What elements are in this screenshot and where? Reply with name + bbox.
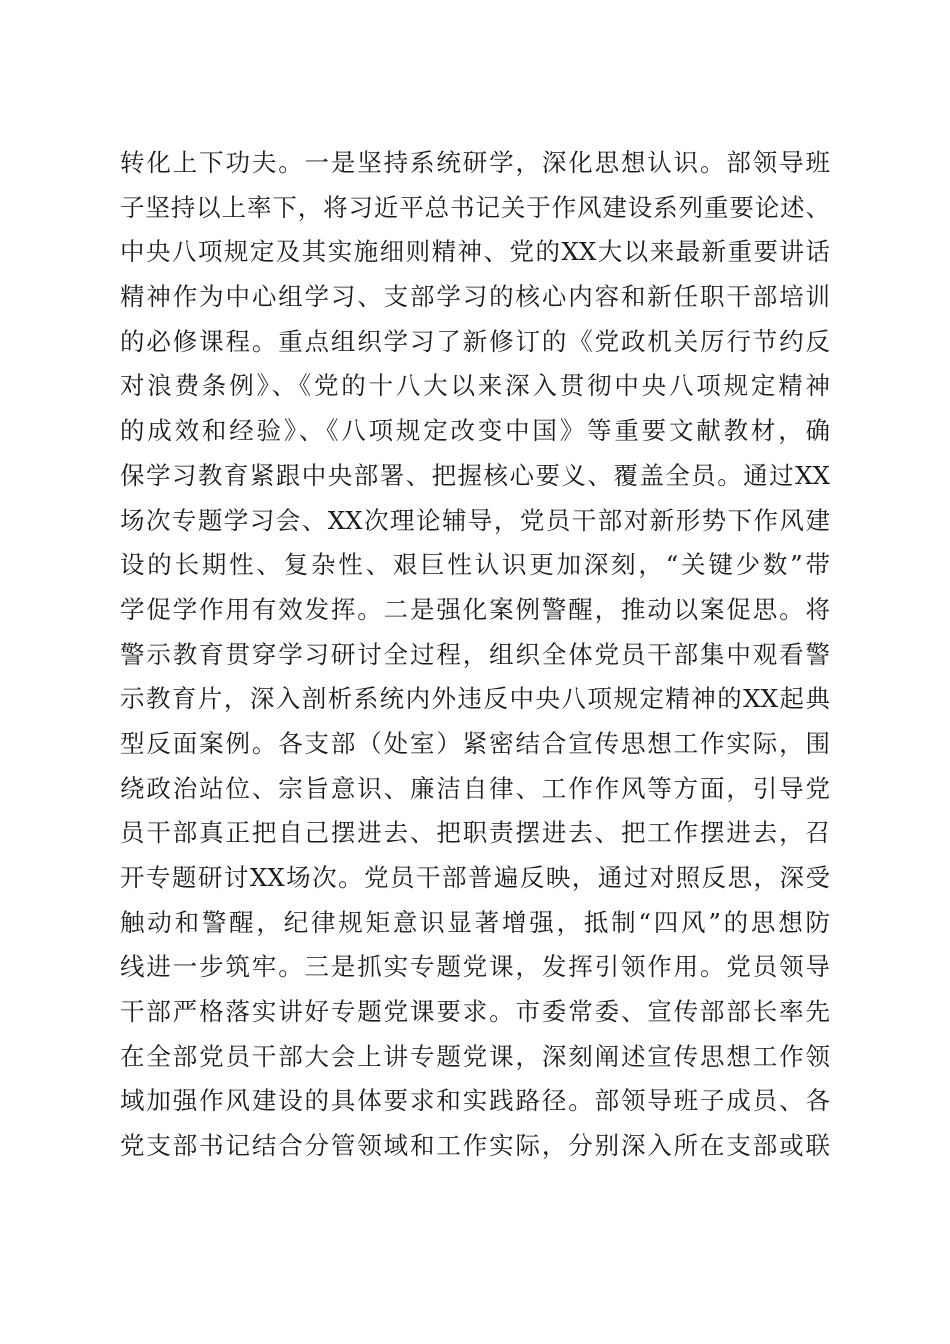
text-line: 绕政治站位、宗旨意识、廉洁自律、工作作风等方面，引导党	[120, 773, 830, 803]
text-line: 员干部真正把自己摆进去、把职责摆进去、把工作摆进去，召	[120, 818, 830, 848]
text-line: 对浪费条例》、《党的十八大以来深入贯彻中央八项规定精神	[120, 371, 830, 401]
text-line: 场次专题学习会、XX次理论辅导，党员干部对新形势下作风建	[120, 505, 830, 535]
text-line: 精神作为中心组学习、支部学习的核心内容和新任职干部培训	[120, 282, 830, 312]
text-line: 开专题研讨XX场次。党员干部普遍反映，通过对照反思，深受	[120, 863, 830, 892]
text-line: 的必修课程。重点组织学习了新修订的《党政机关厉行节约反	[120, 326, 830, 356]
text-line: 型反面案例。各支部（处室）紧密结合宣传思想工作实际，围	[120, 728, 830, 758]
text-line: 党支部书记结合分管领域和工作实际，分别深入所在支部或联	[120, 1131, 830, 1161]
text-line: 设的长期性、复杂性、艰巨性认识更加深刻，“关键少数”带	[120, 550, 830, 580]
text-line: 中央八项规定及其实施细则精神、党的XX大以来最新重要讲话	[120, 237, 830, 267]
text-line: 域加强作风建设的具体要求和实践路径。部领导班子成员、各	[120, 1086, 830, 1116]
text-line: 在全部党员干部大会上讲专题党课，深刻阐述宣传思想工作领	[120, 1041, 830, 1071]
text-line: 转化上下功夫。一是坚持系统研学，深化思想认识。部领导班	[120, 148, 830, 177]
body-paragraph	[120, 141, 830, 1169]
text-line: 线进一步筑牢。三是抓实专题党课，发挥引领作用。党员领导	[120, 952, 830, 982]
text-line: 的成效和经验》、《八项规定改变中国》等重要文献教材，确	[120, 416, 830, 446]
text-line: 触动和警醒，纪律规矩意识显著增强，抵制“四风”的思想防	[120, 907, 830, 937]
text-line: 学促学作用有效发挥。二是强化案例警醒，推动以案促思。将	[120, 594, 830, 624]
text-line: 警示教育贯穿学习研讨全过程，组织全体党员干部集中观看警	[120, 639, 830, 669]
text-line: 子坚持以上率下，将习近平总书记关于作风建设系列重要论述、	[120, 192, 830, 222]
text-line: 干部严格落实讲好专题党课要求。市委常委、宣传部部长率先	[120, 997, 830, 1027]
text-line: 示教育片，深入剖析系统内外违反中央八项规定精神的XX起典	[120, 684, 830, 714]
text-line: 保学习教育紧跟中央部署、把握核心要义、覆盖全员。通过XX	[120, 460, 830, 490]
